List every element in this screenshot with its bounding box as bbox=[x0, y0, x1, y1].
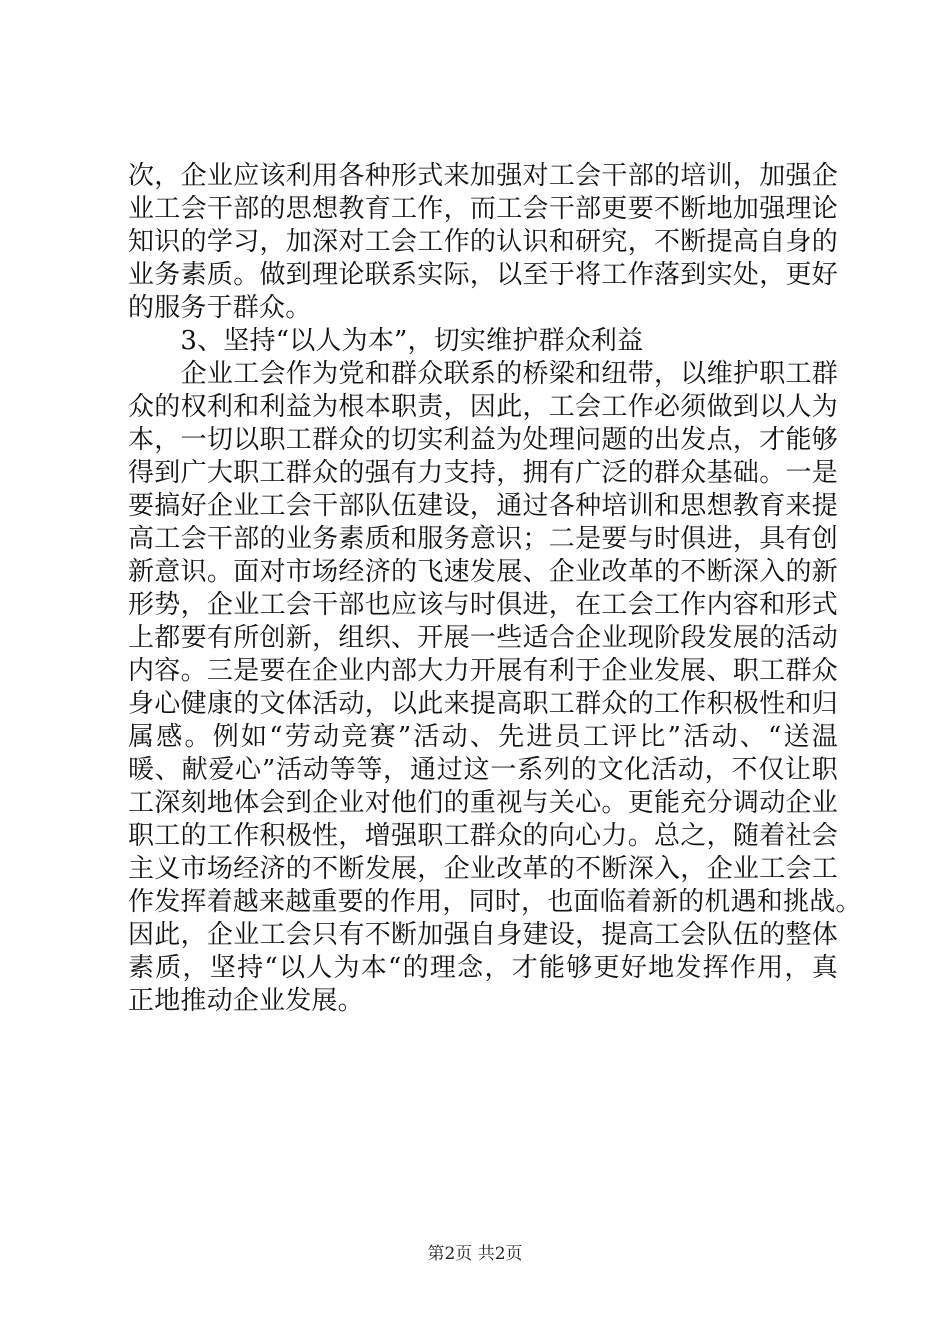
text-line: 业工会干部的思想教育工作，而工会干部更要不断地加强理论 bbox=[128, 194, 838, 224]
text-line: 的服务于群众。 bbox=[128, 293, 312, 323]
text-line: 因此，企业工会只有不断加强自身建设，提高工会队伍的整体 bbox=[128, 920, 838, 950]
text-line: 业务素质。做到理论联系实际，以至于将工作落到实处，更好 bbox=[128, 260, 838, 290]
text-line: 工深刻地体会到企业对他们的重视与关心。更能充分调动企业 bbox=[128, 788, 838, 818]
page-footer bbox=[0, 1243, 950, 1265]
text-line: 暖、献爱心”活动等等，通过这一系列的文化活动，不仅让职 bbox=[128, 755, 838, 785]
text-line: 正地推动企业发展。 bbox=[128, 986, 364, 1016]
text-line: 内容。三是要在企业内部大力开展有利于企业发展、职工群众 bbox=[128, 656, 838, 686]
text-line: 作发挥着越来越重要的作用，同时，也面临着新的机遇和挑战。 bbox=[128, 887, 862, 917]
text-line: 形势，企业工会干部也应该与时俱进，在工会工作内容和形式 bbox=[128, 590, 838, 620]
text-line: 知识的学习，加深对工会工作的认识和研究，不断提高自身的 bbox=[128, 227, 838, 257]
page-number-label: 第2页 共2页 bbox=[427, 1244, 523, 1264]
text-line: 属感。例如“劳动竞赛”活动、先进员工评比”活动、“送温 bbox=[128, 722, 838, 752]
text-line: 得到广大职工群众的强有力支持，拥有广泛的群众基础。一是 bbox=[128, 458, 838, 488]
text-line: 众的权利和利益为根本职责，因此，工会工作必须做到以人为 bbox=[128, 392, 838, 422]
text-line: 素质，坚持“以人为本“的理念，才能够更好地发挥作用，真 bbox=[128, 953, 838, 983]
text-line: 次，企业应该利用各种形式来加强对工会干部的培训，加强企 bbox=[128, 161, 838, 191]
body-text bbox=[128, 160, 862, 1018]
section-heading: 3、坚持“以人为本”，切实维护群众利益 bbox=[128, 326, 644, 356]
text-line: 要搞好企业工会干部队伍建设，通过各种培训和思想教育来提 bbox=[128, 491, 838, 521]
text-line: 高工会干部的业务素质和服务意识；二是要与时俱进，具有创 bbox=[128, 524, 838, 554]
text-line: 新意识。面对市场经济的飞速发展、企业改革的不断深入的新 bbox=[128, 557, 838, 587]
text-line: 身心健康的文体活动，以此来提高职工群众的工作积极性和归 bbox=[128, 689, 838, 719]
text-line: 本，一切以职工群众的切实利益为处理问题的出发点，才能够 bbox=[128, 425, 838, 455]
text-line: 企业工会作为党和群众联系的桥梁和纽带，以维护职工群 bbox=[128, 359, 838, 389]
text-line: 上都要有所创新，组织、开展一些适合企业现阶段发展的活动 bbox=[128, 623, 838, 653]
text-line: 职工的工作积极性，增强职工群众的向心力。总之，随着社会 bbox=[128, 821, 838, 851]
text-line: 主义市场经济的不断发展，企业改革的不断深入，企业工会工 bbox=[128, 854, 838, 884]
